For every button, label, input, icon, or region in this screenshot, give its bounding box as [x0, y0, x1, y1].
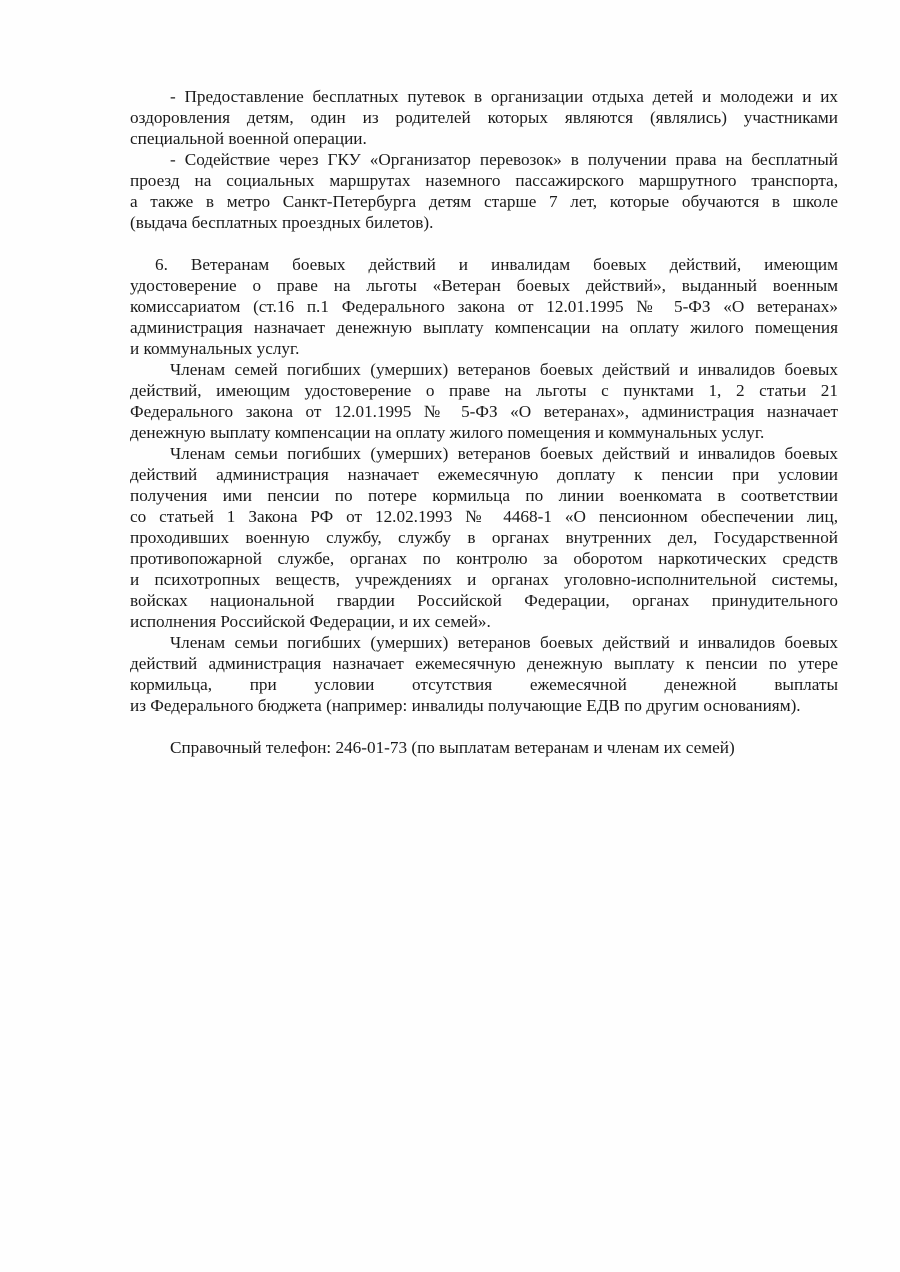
- paragraph-line: а также в метро Санкт-Петербурга детям старше 7 лет, которые обучаются в школе: [130, 192, 838, 211]
- paragraph-line: удостоверение о праве на льготы «Ветеран боевых действий», выданный военным: [130, 276, 838, 295]
- paragraph-line: Федерального закона от 12.01.1995 № 5-ФЗ «О ветеранах», администрация назначает: [130, 402, 838, 421]
- paragraph-line: специальной военной операции.: [130, 129, 367, 148]
- paragraph-line: - Предоставление бесплатных путевок в организации отдыха детей и молодежи и их: [170, 87, 838, 106]
- paragraph-line: со статьей 1 Закона РФ от 12.02.1993 № 4468-1 «О пенсионном обеспечении лиц,: [130, 507, 838, 526]
- paragraph-line: проходивших военную службу, службу в органах внутренних дел, Государственной: [130, 528, 838, 547]
- paragraph-line: (выдача бесплатных проездных билетов).: [130, 213, 434, 232]
- paragraph-line: Членам семей погибших (умерших) ветеранов боевых действий и инвалидов боевых: [170, 360, 838, 379]
- numbered-item-line: 6. Ветеранам боевых действий и инвалидам боевых действий, имеющим: [155, 255, 838, 274]
- paragraph-line: денежную выплату компенсации на оплату жилого помещения и коммунальных услуг.: [130, 423, 765, 442]
- paragraph-line: действий администрация назначает ежемесячную денежную выплату к пенсии по утере: [130, 654, 838, 673]
- paragraph-line: и коммунальных услуг.: [130, 339, 300, 358]
- paragraph-line: и психотропных веществ, учреждениях и органах уголовно-исполнительной системы,: [130, 570, 838, 589]
- paragraph-line: получения ими пенсии по потере кормильца по линии военкомата в соответствии: [130, 486, 838, 505]
- paragraph-line: комиссариатом (ст.16 п.1 Федерального закона от 12.01.1995 № 5-ФЗ «О ветеранах»: [130, 297, 838, 316]
- paragraph-line: из Федерального бюджета (например: инвалиды получающие ЕДВ по другим основаниям).: [130, 696, 801, 715]
- paragraph-line: исполнения Российской Федерации, и их семей».: [130, 612, 491, 631]
- paragraph-line: противопожарной службе, органах по контролю за оборотом наркотических средств: [130, 549, 838, 568]
- paragraph-line: оздоровления детям, один из родителей которых являются (являлись) участниками: [130, 108, 838, 127]
- paragraph-line: кормильца, при условии отсутствия ежемесячной денежной выплаты: [130, 675, 838, 694]
- paragraph-line: Членам семьи погибших (умерших) ветеранов боевых действий и инвалидов боевых: [170, 444, 838, 463]
- paragraph-line: войсках национальной гвардии Российской Федерации, органах принудительного: [130, 591, 838, 610]
- paragraph-line: администрация назначает денежную выплату компенсации на оплату жилого помещения: [130, 318, 838, 337]
- paragraph-line: - Содействие через ГКУ «Организатор перевозок» в получении права на бесплатный: [170, 150, 838, 169]
- paragraph-line: действий, имеющим удостоверение о праве на льготы с пунктами 1, 2 статьи 21: [130, 381, 838, 400]
- paragraph-line: действий администрация назначает ежемесячную доплату к пенсии при условии: [130, 465, 838, 484]
- paragraph-line: Членам семьи погибших (умерших) ветеранов боевых действий и инвалидов боевых: [170, 633, 838, 652]
- paragraph-line: проезд на социальных маршрутах наземного пассажирского маршрутного транспорта,: [130, 171, 838, 190]
- reference-phone: Справочный телефон: 246-01-73 (по выплатам ветеранам и членам их семей): [170, 738, 735, 757]
